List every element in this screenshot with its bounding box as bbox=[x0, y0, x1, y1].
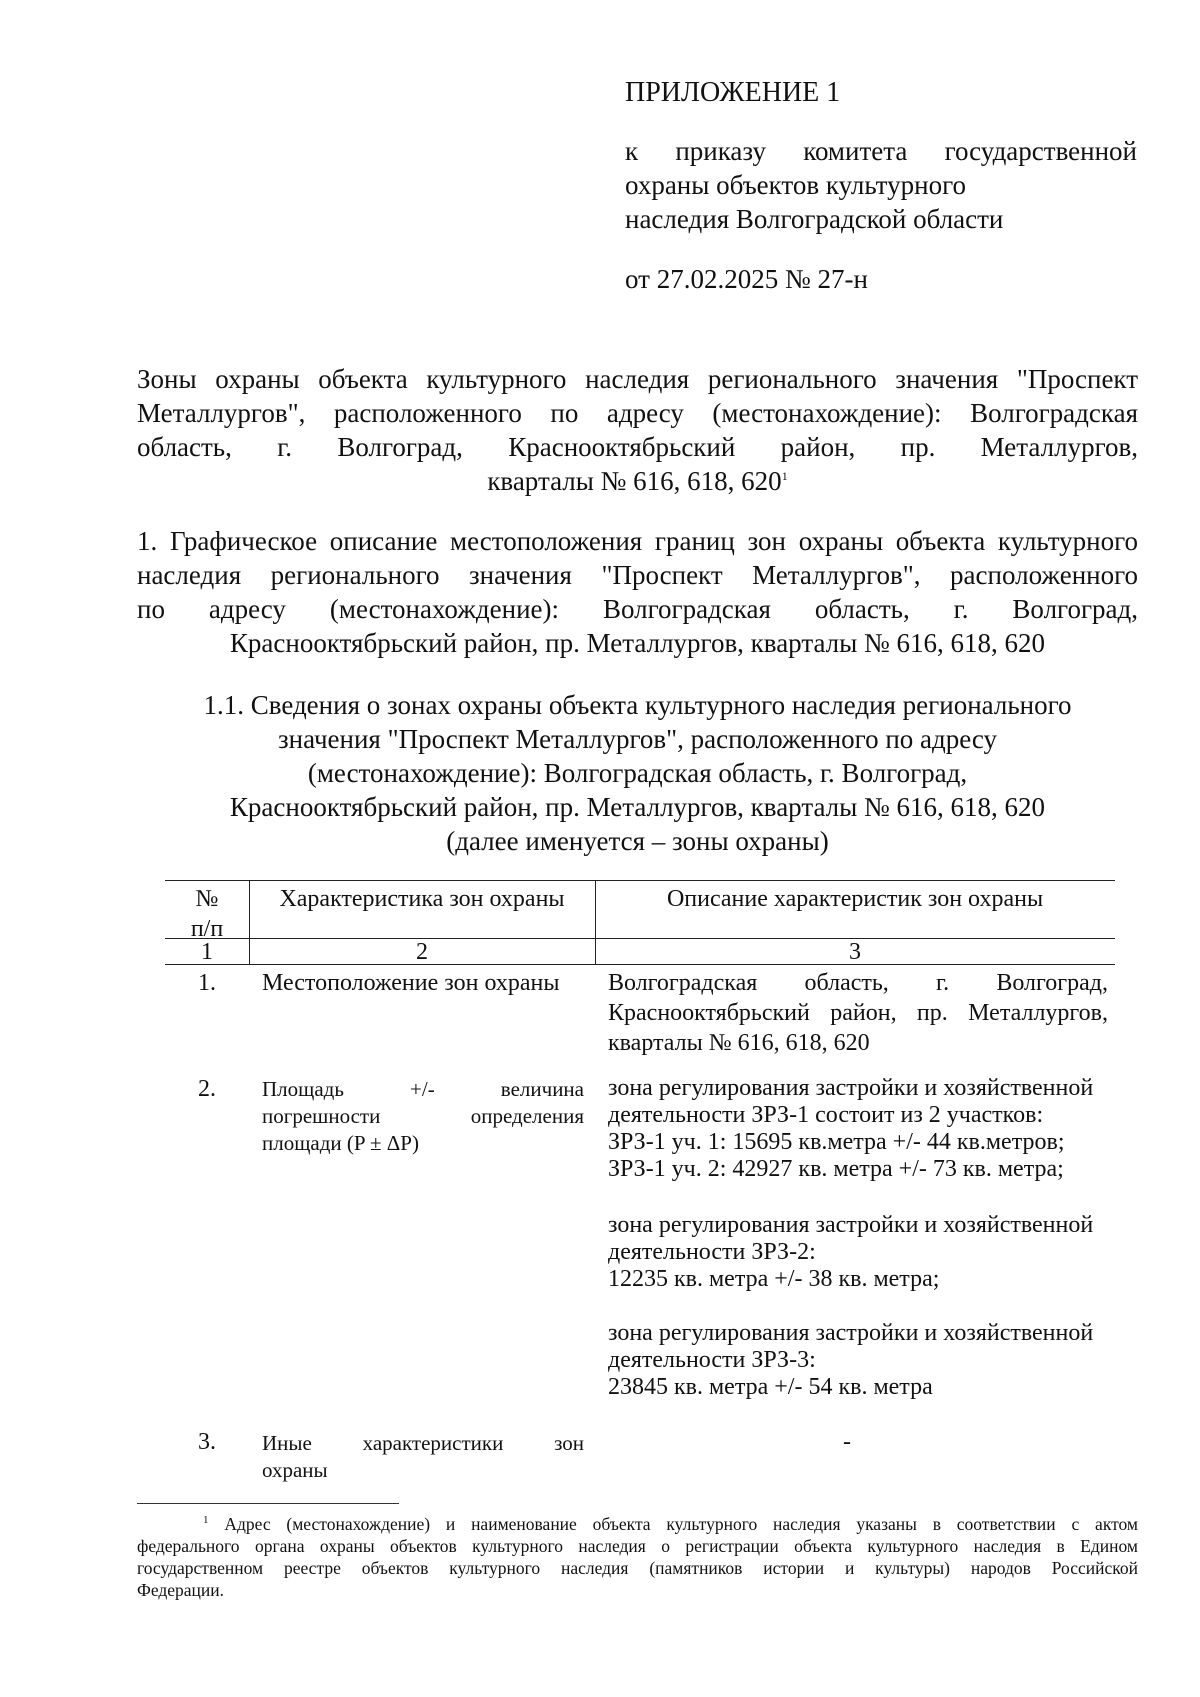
description-line: зона регулирования застройки и хозяйственной bbox=[608, 1212, 1094, 1238]
appendix-order-line: наследия Волгоградской области bbox=[625, 204, 1004, 234]
description-line: деятельности ЗРЗ-2: bbox=[608, 1239, 816, 1265]
header-description: Описание характеристик зон охраны bbox=[666, 886, 1044, 912]
characteristic-line: Площадь +/- величина bbox=[262, 1077, 584, 1101]
footnote-marker: 1 bbox=[203, 1514, 209, 1527]
heading-line: Зоны охраны объекта культурного наследия регионального значения "Проспект bbox=[137, 364, 1138, 394]
description-line: деятельности ЗРЗ-1 состоит из 2 участков: bbox=[608, 1102, 1044, 1128]
row-number: 3. bbox=[198, 1429, 216, 1455]
section-1 bbox=[137, 524, 1138, 660]
column-number: 1 bbox=[201, 939, 213, 965]
footnote-line: государственном реестре объектов культурного наследия (памятников истории и культуры) народов Российской bbox=[137, 1558, 1138, 1578]
description-line: зона регулирования застройки и хозяйственной bbox=[608, 1320, 1094, 1346]
description-line: 23845 кв. метра +/- 54 кв. метра bbox=[608, 1374, 933, 1400]
section-1-1-line: 1.1. Сведения о зонах охраны объекта культурного наследия регионального bbox=[203, 690, 1072, 720]
footnote bbox=[137, 1513, 1138, 1601]
description-line: зона регулирования застройки и хозяйственной bbox=[608, 1075, 1094, 1101]
footnote-line bbox=[137, 1513, 1138, 1535]
characteristic-line: Иные характеристики зон bbox=[262, 1431, 584, 1455]
section-1-line: Краснооктябрьский район, пр. Металлургов, кварталы № 616, 618, 620 bbox=[229, 628, 1046, 658]
footnote-line: Федерации. bbox=[137, 1580, 225, 1600]
heading-line: область, г. Волгоград, Краснооктябрьский район, пр. Металлургов, bbox=[137, 432, 1138, 462]
description-line: деятельности ЗРЗ-3: bbox=[608, 1347, 816, 1373]
description-line: Волгоградская область, г. Волгоград, bbox=[608, 970, 1108, 996]
document-heading bbox=[137, 362, 1138, 498]
appendix-order-reference bbox=[625, 134, 1137, 236]
header-number: № п/п bbox=[190, 886, 224, 942]
row-description bbox=[608, 1075, 1108, 1183]
section-1-line: по адресу (местонахождение): Волгоградская область, г. Волгоград, bbox=[137, 594, 1138, 624]
characteristic-line: охраны bbox=[262, 1458, 328, 1482]
description-line: Краснооктябрьский район, пр. Металлургов, bbox=[608, 1000, 1108, 1026]
footnote-separator bbox=[137, 1503, 399, 1504]
appendix-order-line: к приказу комитета государственной bbox=[625, 136, 1137, 166]
heading-line: Металлургов", расположенного по адресу (местонахождение): Волгоградская bbox=[137, 398, 1138, 428]
row-characteristic bbox=[262, 1430, 584, 1484]
column-number: 2 bbox=[416, 939, 428, 965]
heading-line: кварталы № 616, 618, 620 bbox=[487, 466, 782, 496]
section-1-1-line: (местонахождение): Волгоградская область, г. Волгоград, bbox=[307, 758, 968, 788]
characteristic-line: погрешности определения bbox=[262, 1104, 584, 1128]
row-number: 2. bbox=[198, 1076, 216, 1102]
footnote-line: федерального органа охраны объектов культурного наследия о регистрации объекта культурного наследия в Едином bbox=[137, 1536, 1138, 1556]
appendix-title: ПРИЛОЖЕНИЕ 1 bbox=[625, 77, 841, 108]
characteristic-line: площади (P ± ΔP) bbox=[262, 1131, 419, 1155]
section-1-line: 1. Графическое описание местоположения границ зон охраны объекта культурного bbox=[137, 526, 1138, 556]
description-line: ЗРЗ-1 уч. 2: 42927 кв. метра +/- 73 кв. метра; bbox=[608, 1156, 1064, 1182]
row-number: 1. bbox=[198, 970, 216, 996]
row-characteristic: Местоположение зон охраны bbox=[262, 970, 560, 996]
row-description bbox=[608, 1320, 1108, 1401]
section-1-line: наследия регионального значения "Проспект Металлургов", расположенного bbox=[137, 560, 1138, 590]
row-description: - bbox=[843, 1429, 851, 1455]
appendix-date: от 27.02.2025 № 27-н bbox=[625, 264, 868, 294]
row-characteristic bbox=[262, 1076, 584, 1157]
description-line: 12235 кв. метра +/- 38 кв. метра; bbox=[608, 1266, 940, 1292]
footnote-reference: 1 bbox=[781, 469, 788, 483]
section-1-1-line: значения "Проспект Металлургов", расположенного по адресу bbox=[277, 724, 998, 754]
appendix-order-line: охраны объектов культурного bbox=[625, 170, 966, 200]
section-1-1 bbox=[137, 688, 1138, 858]
header-characteristic: Характеристика зон охраны bbox=[279, 886, 565, 912]
column-number: 3 bbox=[849, 939, 861, 965]
footnote-text: Адрес (местонахождение) и наименование объекта культурного наследия указаны в соответствии с актом bbox=[224, 1514, 1139, 1534]
description-line: кварталы № 616, 618, 620 bbox=[608, 1030, 870, 1056]
section-1-1-line: (далее именуется – зоны охраны) bbox=[446, 826, 829, 856]
table-top-border bbox=[165, 880, 1115, 881]
row-description bbox=[608, 968, 1108, 1058]
row-description bbox=[608, 1212, 1108, 1293]
description-line: ЗРЗ-1 уч. 1: 15695 кв.метра +/- 44 кв.метров; bbox=[608, 1129, 1065, 1155]
heading-line-last bbox=[137, 464, 1138, 498]
section-1-1-line: Краснооктябрьский район, пр. Металлургов, кварталы № 616, 618, 620 bbox=[229, 792, 1046, 822]
